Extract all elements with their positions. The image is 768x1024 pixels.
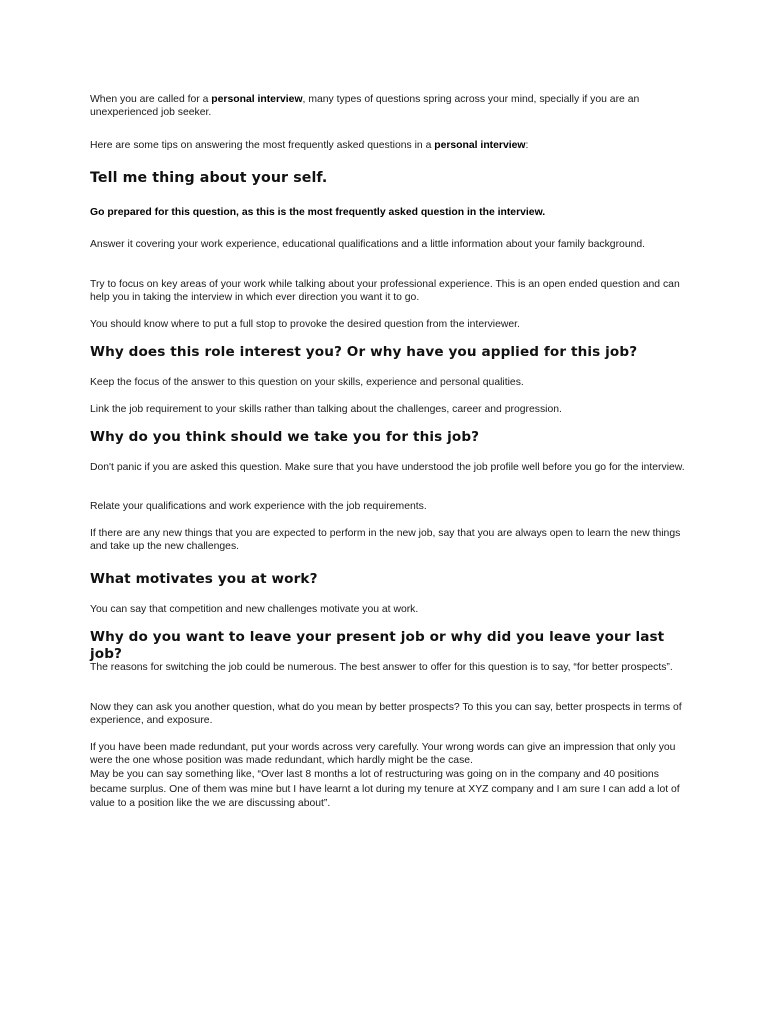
intro-1-bold: personal interview [211,94,303,105]
section-5-p1 [90,661,685,674]
section-lead: Go prepared for this question, as this is the most frequently asked question in the interview. [90,207,546,218]
intro-paragraph-2 [90,139,685,152]
paragraph: You can say that competition and new challenges motivate you at work. [90,604,419,615]
section-4-heading-wrap [90,571,685,588]
section-2-p2 [90,403,685,416]
intro-2-text-a: Here are some tips on answering the most frequently asked questions in a [90,140,435,151]
section-3-p3 [90,527,685,553]
section-2-p1 [90,376,685,389]
intro-2-text-b: : [525,140,529,151]
section-heading: Why do you want to leave your present job or why did you leave your last job? [90,629,665,662]
section-heading: Tell me thing about your self. [90,170,328,186]
section-4-p1 [90,603,685,616]
paragraph: Keep the focus of the answer to this question on your skills, experience and personal qualities. [90,377,524,388]
paragraph: If you have been made redundant, put your words across very carefully. Your wrong words can give an impression that only you were the one whose position was made redundant, which hardly might be the case. [90,742,676,766]
paragraph: May be you can say something like, “Over last 8 months a lot of restructuring was going on in the company and 40 positions became surplus. One of them was mine but I have learnt a lot during my tenure at XYZ company and I am sure I can add a lot of value to a position like the we are discussing about”. [90,769,680,809]
paragraph: Relate your qualifications and work experience with the job requirements. [90,501,427,512]
section-5-p3 [90,741,685,767]
section-3-p1 [90,461,685,474]
section-1-lead-wrap [90,206,685,219]
section-3-p2 [90,500,685,513]
paragraph: The reasons for switching the job could be numerous. The best answer to offer for this question is to say, “for better prospects”. [90,662,673,673]
intro-1-text-b: , many types of questions spring across your mind, specially if you are an unexperienced job seeker. [90,94,640,118]
section-1-heading-wrap [90,170,685,187]
section-2-heading-wrap [90,344,685,361]
section-heading: Why does this role interest you? Or why have you applied for this job? [90,344,638,360]
section-5-p2 [90,701,685,727]
section-1-p3 [90,318,685,331]
intro-2-bold: personal interview [434,140,526,151]
intro-paragraph-1 [90,93,685,119]
paragraph: Try to focus on key areas of your work while talking about your professional experience. This is an open ended question and can help you in taking the interview in which ever direction you want it to go. [90,279,680,303]
paragraph: You should know where to put a full stop to provoke the desired question from the interviewer. [90,319,520,330]
section-3-heading-wrap [90,429,685,446]
section-heading: Why do you think should we take you for this job? [90,429,480,445]
section-5-p4 [90,768,685,812]
paragraph: If there are any new things that you are expected to perform in the new job, say that you are always open to learn the new things and take up the new challenges. [90,528,681,552]
intro-1-text-a: When you are called for a [90,94,212,105]
paragraph: Link the job requirement to your skills rather than talking about the challenges, career and progression. [90,404,562,415]
section-1-p1 [90,238,685,251]
section-5-heading-wrap [90,629,685,663]
section-heading: What motivates you at work? [90,571,318,587]
paragraph: Answer it covering your work experience, educational qualifications and a little information about your family background. [90,239,646,250]
paragraph: Now they can ask you another question, what do you mean by better prospects? To this you can say, better prospects in terms of experience, and exposure. [90,702,682,726]
section-1-p2 [90,278,685,304]
paragraph: Don't panic if you are asked this question. Make sure that you have understood the job profile well before you go for the interview. [90,462,685,473]
